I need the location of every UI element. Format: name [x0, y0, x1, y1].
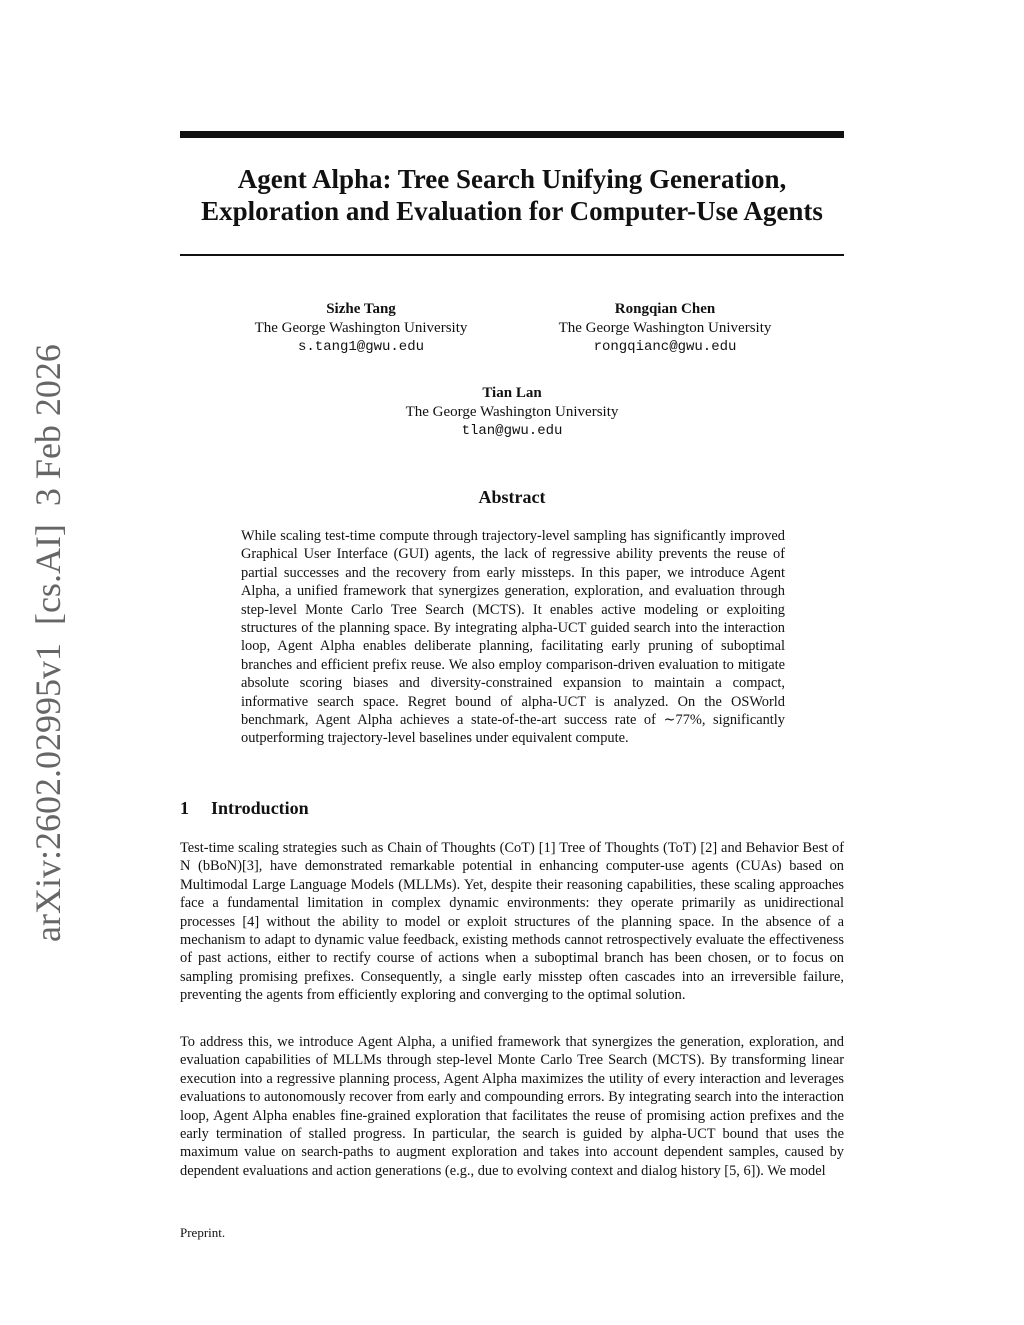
arxiv-id: arXiv:2602.02995v1 [28, 643, 68, 942]
arxiv-category: [cs.AI] [28, 524, 68, 626]
author-block [362, 384, 662, 441]
author-email: tlan@gwu.edu [461, 423, 563, 439]
title-rule-bottom [180, 254, 844, 256]
footer-note: Preprint. [180, 1225, 226, 1240]
author-affiliation: The George Washington University [254, 320, 468, 336]
author-affiliation: The George Washington University [558, 320, 772, 336]
arxiv-date: 3 Feb 2026 [28, 344, 68, 507]
author-name: Sizhe Tang [326, 301, 396, 317]
arxiv-sidebar-stamp [30, 326, 66, 942]
author-affiliation: The George Washington University [405, 404, 619, 420]
section-number: 1 [180, 798, 189, 818]
title-rule-top [180, 131, 844, 138]
paper-title [180, 163, 844, 227]
title-line-1: Agent Alpha: Tree Search Unifying Generation, [237, 164, 787, 194]
author-name: Tian Lan [482, 385, 542, 401]
author-block [530, 300, 800, 357]
abstract-text: While scaling test-time compute through trajectory-level sampling has significantly improved Graphical User Interface (GUI) agents, the lack of regressive ability prevents the reuse of partial successes and the recovery from early missteps. In this paper, we introduce Agent Alpha, a unified framework that synergizes generation, exploration, and evaluation through step-level Monte Carlo Tree Search (MCTS). It enables active modeling or exploiting structures of the planning space. By integrating alpha-UCT guided search into the interaction loop, Agent Alpha enables deliberate planning, facilitating early pruning of suboptimal branches and efficient prefix reuse. We also employ comparison-driven evaluation to mitigate absolute scoring biases and diversity-constrained expansion to maintain a compact, informative search space. Regret bound of alpha-UCT is analyzed. On the OSWorld benchmark, Agent Alpha achieves a state-of-the-art success rate of ∼77%, significantly outperforming trajectory-level baselines under equivalent compute. [241, 528, 785, 747]
author-email: s.tang1@gwu.edu [297, 339, 425, 355]
author-email: rongqianc@gwu.edu [593, 339, 737, 355]
body-paragraph: To address this, we introduce Agent Alpha, a unified framework that synergizes the generation, exploration, and evaluation capabilities of MLLMs through step-level Monte Carlo Tree Search (MCTS). By transforming linear execution into a regressive planning process, Agent Alpha maximizes the utility of every interaction and leverages evaluations to autonomously recover from early and compounding errors. By integrating search into the interaction loop, Agent Alpha enables fine-grained exploration that facilitates the reuse of promising action prefixes and the early termination of stalled progress. In particular, the search is guided by alpha-UCT bound that uses the maximum value on search-paths to augment exploration and takes into account dependent samples, caused by dependent evaluations and action generations (e.g., due to evolving context and dialog history [5, 6]). We model [180, 1034, 844, 1179]
author-block [226, 300, 496, 357]
abstract-heading: Abstract [478, 487, 546, 507]
section-heading [180, 798, 844, 819]
body-paragraph: Test-time scaling strategies such as Chain of Thoughts (CoT) [1] Tree of Thoughts (ToT) [2] and Behavior Best of N (bBoN)[3], have demonstrated remarkable potential in enhancing computer-use agents (CUAs) based on Multimodal Large Language Models (MLLMs). Yet, despite their reasoning capabilities, these scaling approaches face a fundamental limitation in complex dynamic environments: they operate primarily as unidirectional processes [4] without the ability to model or exploit structures of the planning space. In the absence of a mechanism to adapt to dynamic value feedback, existing methods cannot retrospectively evaluate the effectiveness of past actions, either to rectify course of actions when a suboptimal branch has been chosen, or to focus on sampling promising prefixes. Consequently, a single early misstep often cascades into an irreversible failure, preventing the agents from efficiently exploring and converging to the optimal solution. [180, 840, 844, 1004]
title-line-2: Exploration and Evaluation for Computer-Use Agents [201, 196, 823, 226]
author-name: Rongqian Chen [614, 301, 716, 317]
section-title: Introduction [211, 798, 309, 818]
